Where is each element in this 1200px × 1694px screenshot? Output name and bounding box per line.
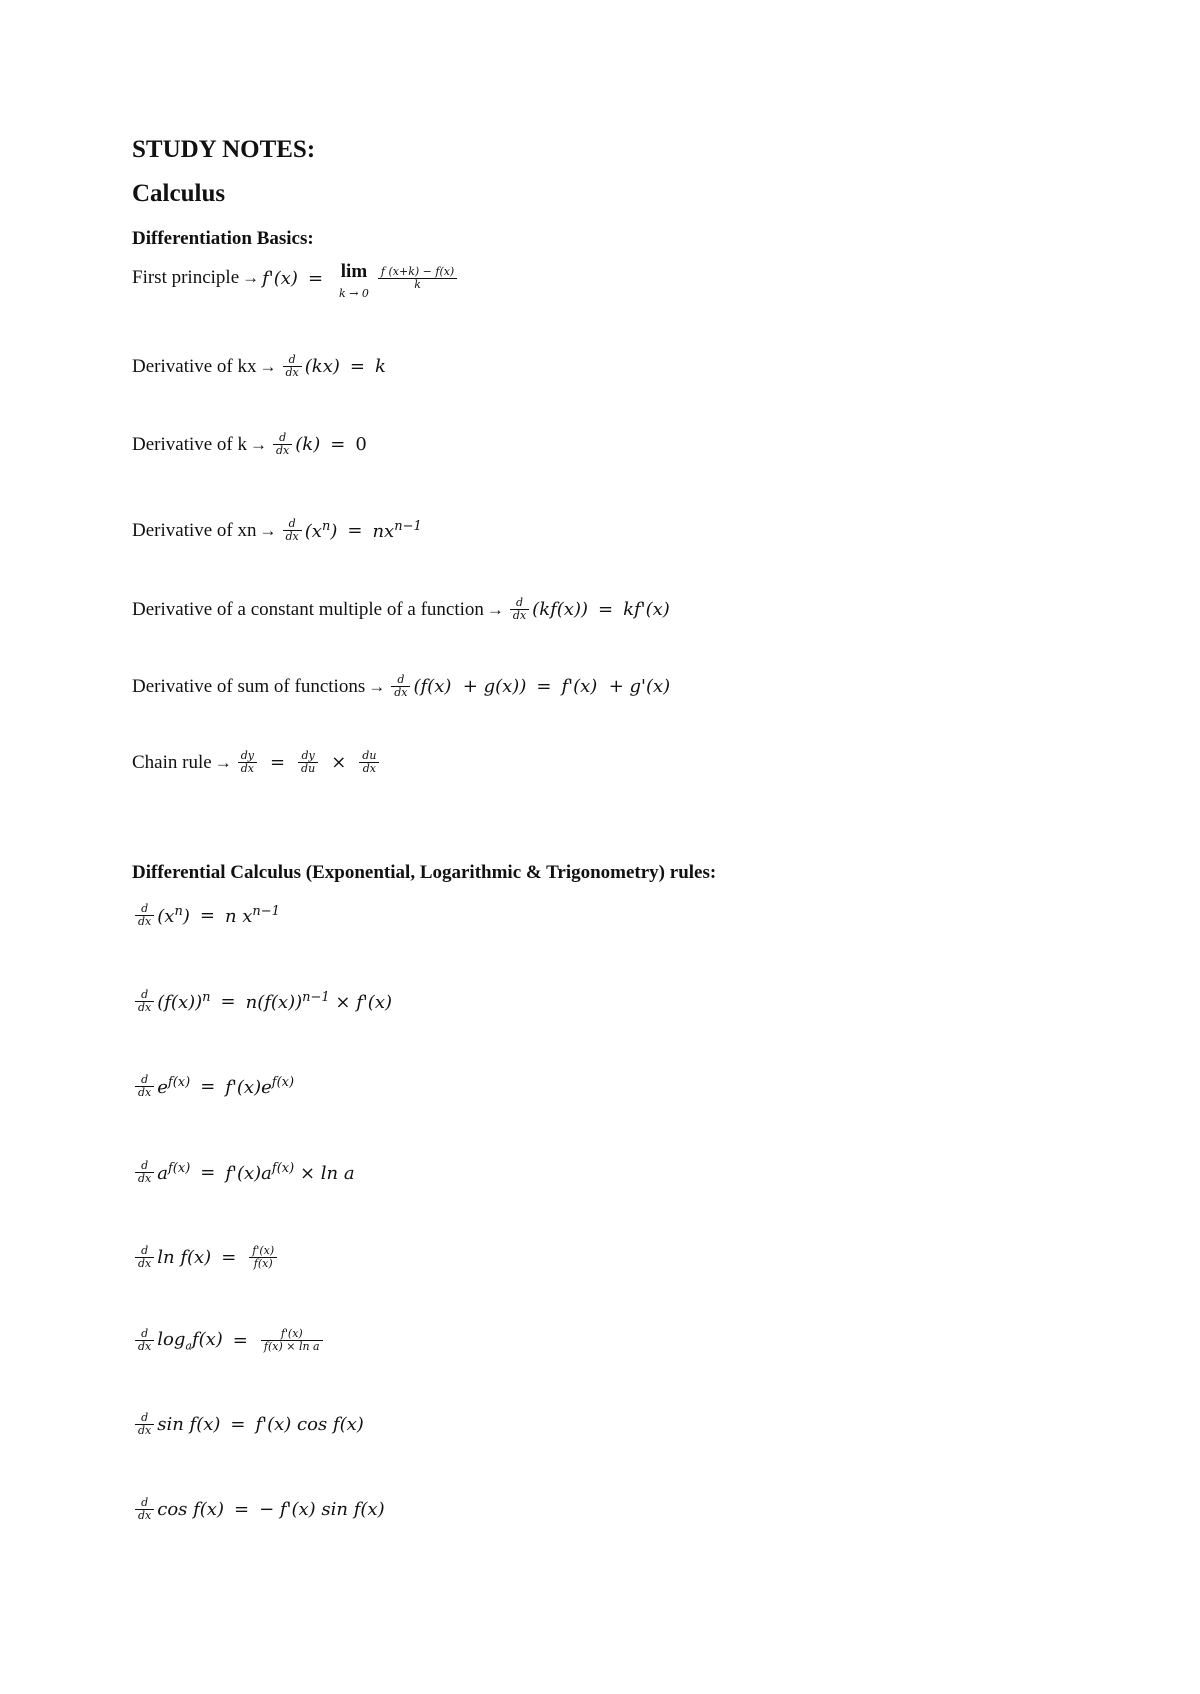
rule-row: $\frac{d}{dx}$ $e^{f(x)}$ = $f'(x)e^{f(x)}$ xyxy=(132,1074,294,1099)
derivative-k-line: Derivative of k → $\frac{d}{dx}$ (k) = 0 xyxy=(132,431,367,457)
arrow-icon: → xyxy=(486,599,504,619)
derivative-kx-line: Derivative of kx → $\frac{d}{dx}$ (kx) = k xyxy=(132,353,386,379)
kx-expr: (kx) xyxy=(304,356,340,377)
k-label: Derivative of k xyxy=(132,433,248,455)
k-expr: (k) xyxy=(295,434,321,455)
kx-rhs: k xyxy=(374,356,386,377)
rule-row: $\frac{d}{dx}$ $(f(x))^n$ = $n(f(x))^{n-1} \times f'(x)$ xyxy=(132,989,392,1014)
arrow-icon: → xyxy=(259,356,277,376)
rule-row: $\frac{d}{dx}$ $\log_af(x)$ = $\frac{f'(x)}{\text{f(x) × ln a}}$ xyxy=(132,1328,326,1353)
d-dx-operator: $\frac{d}{dx}$ xyxy=(283,518,302,543)
kx-label: Derivative of kx xyxy=(132,355,257,377)
arrow-icon: → xyxy=(250,434,268,454)
rules-heading: Differential Calculus (Exponential, Logarithmic & Trigonometry) rules: xyxy=(132,862,717,883)
arrow-icon: → xyxy=(242,268,260,287)
rule-row: $\frac{d}{dx}$ ln f(x) = $\frac{f'(x)}{f(x)}$ xyxy=(132,1245,280,1270)
sum-label: Derivative of sum of functions xyxy=(132,675,366,697)
fp-lhs: f'(x) xyxy=(262,267,298,289)
arrow-icon: → xyxy=(368,676,386,696)
derivative-const-multiple-line: Derivative of a constant multiple of a function → $\frac{d}{dx}$ (kf(x)) = kf'(x) xyxy=(132,596,670,622)
d-dx-operator: $\frac{d}{dx}$ xyxy=(391,674,410,699)
rule-row: $\frac{d}{dx}$ $(x^n)$ = n $x^{n-1}$ xyxy=(132,903,280,928)
derivative-sum-line: Derivative of sum of functions → $\frac{d}{dx}$ (f(x) + g(x)) = f'(x) + g'(x) xyxy=(132,673,671,699)
chain-rule-line: Chain rule → $\frac{dy}{dx}$ = $\frac{dy}{du}$ × $\frac{du}{dx}$ xyxy=(132,750,382,775)
derivative-xn-line: Derivative of xn → $\frac{d}{dx}$ $(x^n)$ = $nx^{n-1}$ xyxy=(132,517,422,543)
lim-subscript: k → 0 xyxy=(339,287,369,300)
d-dx-operator: $\frac{d}{dx}$ xyxy=(273,432,292,457)
chain-label: Chain rule xyxy=(132,751,212,773)
d-dx-operator: $\frac{d}{dx}$ xyxy=(283,354,302,379)
rule-row: $\frac{d}{dx}$ cos f(x) = − f'(x) sin f(x) xyxy=(132,1497,385,1522)
k-rhs: 0 xyxy=(355,434,367,455)
xn-label: Derivative of xn xyxy=(132,519,257,541)
fp-denominator: k xyxy=(414,277,421,291)
const-mult-label: Derivative of a constant multiple of a function xyxy=(132,598,484,620)
arrow-icon: → xyxy=(214,752,232,772)
first-principle-line xyxy=(132,261,460,300)
fp-numerator: f (x+k) − f(x) xyxy=(380,264,455,278)
subject-heading: Calculus xyxy=(132,180,226,207)
first-principle-label: First principle xyxy=(132,267,240,288)
d-dx-operator: $\frac{d}{dx}$ xyxy=(510,597,529,622)
arrow-icon: → xyxy=(259,520,277,540)
lim-word: lim xyxy=(340,261,368,282)
page-title: STUDY NOTES: xyxy=(132,136,316,163)
basics-heading: Differentiation Basics: xyxy=(132,228,314,249)
rule-row: $\frac{d}{dx}$ $a^{f(x)}$ = $f'(x)a^{f(x)} \times \ln a$ xyxy=(132,1160,355,1185)
fp-fraction xyxy=(378,266,457,291)
fp-eq: = xyxy=(307,267,324,289)
limit xyxy=(339,261,369,300)
rule-row: $\frac{d}{dx}$ sin f(x) = f'(x) cos f(x) xyxy=(132,1412,364,1437)
